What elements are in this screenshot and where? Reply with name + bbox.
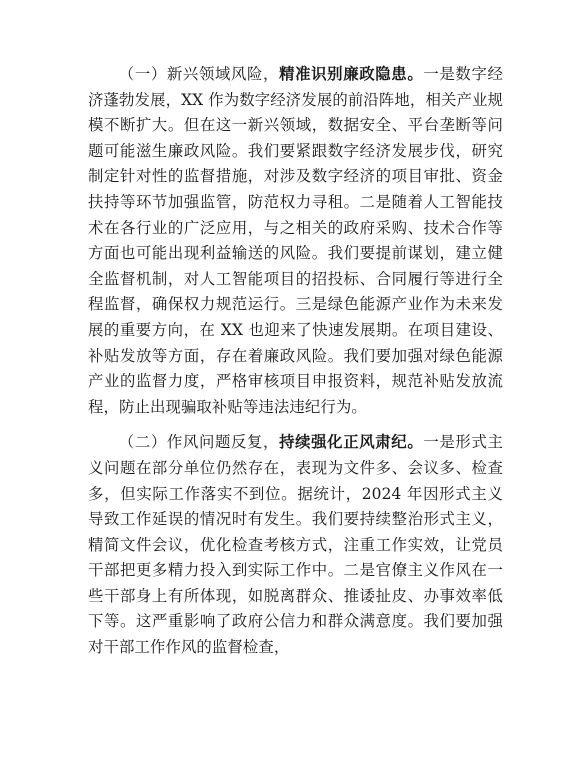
document-body	[88, 62, 503, 671]
section-lead: 精准识别廉政隐患。	[279, 65, 424, 83]
section-text: 一是数字经济蓬勃发展，XX 作为数字经济发展的前沿阵地，相关产业规模不断扩大。但在这一新兴领域，数据安全、平台垄断等问题可能滋生廉政风险。我们要紧跟数字经济发展步伐，研究制定针对性的监督措施，对涉及数字经济的项目审批、资金扶持等环节加强监管，防范权力寻租。二是随着人工智能技术在各行业的广泛应用，与之相关的政府采购、技术合作等方面也可能出现利益输送的风险。我们要提前谋划，建立健全监督机制，对人工智能项目的招投标、合同履行等进行全程监督，确保权力规范运行。三是绿色能源产业作为未来发展的重要方向，在 XX 也迎来了快速发展期。在项目建设、补贴发放等方面，存在着廉政风险。我们要加强对绿色能源产业的监督力度，严格审核项目申报资料，规范补贴发放流程，防止出现骗取补贴等违法违纪行为。	[88, 65, 503, 416]
section-lead: 持续强化正风肃纪。	[279, 433, 424, 452]
section-heading: （二）作风问题反复，	[118, 433, 280, 452]
paragraph-emerging-field-risks	[88, 62, 503, 420]
section-heading: （一）新兴领域风险，	[118, 65, 280, 83]
paragraph-work-style-issues	[88, 430, 503, 660]
section-text: 一是形式主义问题在部分单位仍然存在，表现为文件多、会议多、检查多，但实际工作落实不到位。据统计，2024 年因形式主义导致工作延误的情况时有发生。我们要持续整治形式主义，精简文件会议，优化检查考核方式，注重工作实效，让党员干部把更多精力投入到实际工作中。二是官僚主义作风在一些干部身上有所体现，如脱离群众、推诿扯皮、办事效率低下等。这严重影响了政府公信力和群众满意度。我们要加强对干部工作作风的监督检查，	[88, 433, 503, 657]
